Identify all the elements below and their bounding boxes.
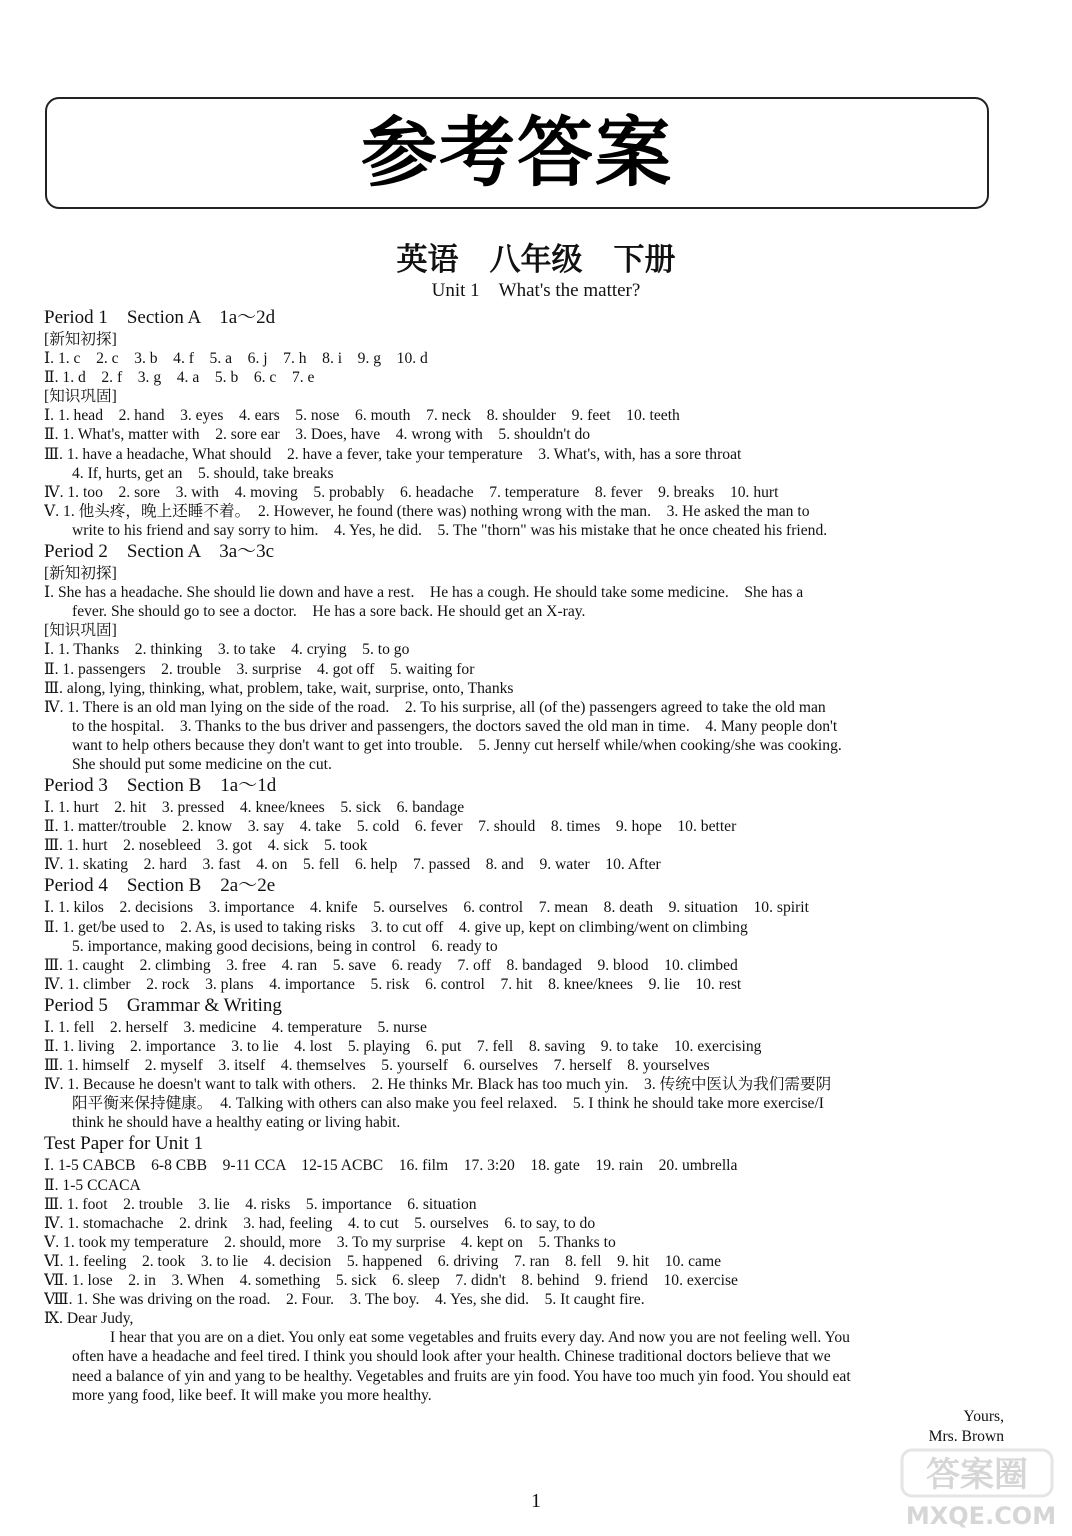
answer-line: Ⅱ. 1-5 CCACA <box>44 1176 141 1194</box>
answer-line: fever. She should go to see a doctor. He has a sore back. He should get an X-ray. <box>72 603 586 621</box>
answer-line: Ⅳ. 1. Because he doesn't want to talk with others. 2. He thinks Mr. Black has too much yin. 3. 传统中医认为我们需要阴 <box>44 1076 832 1094</box>
answer-line: Ⅲ. along, lying, thinking, what, problem, take, wait, surprise, onto, Thanks <box>44 679 514 697</box>
answer-line: to the hospital. 3. Thanks to the bus driver and passengers, the doctors saved the old man in time. 4. Many people don't <box>72 717 838 735</box>
answer-line: often have a headache and feel tired. I think you should look after your health. Chinese traditional doctors believe that we <box>72 1348 831 1366</box>
answer-line: Ⅱ. 1. matter/trouble 2. know 3. say 4. take 5. cold 6. fever 7. should 8. times 9. hope 10. better <box>44 818 737 836</box>
section-heading: Period 3 Section B 1a～1d <box>44 775 277 797</box>
answer-line: Ⅰ. 1. c 2. c 3. b 4. f 5. a 6. j 7. h 8. i 9. g 10. d <box>44 350 428 368</box>
section-tag: [知识巩固] <box>44 388 117 406</box>
answer-line: want to help others because they don't want to get into trouble. 5. Jenny cut herself while/when cooking/she was cooking. <box>72 736 842 754</box>
letter-sign-off <box>880 1407 1004 1447</box>
unit-title: Unit 1 What's the matter? <box>431 280 641 301</box>
answer-line: She should put some medicine on the cut. <box>72 755 332 773</box>
answer-line: Ⅰ. 1-5 CABCB 6-8 CBB 9-11 CCA 12-15 ACBC 16. film 17. 3:20 18. gate 19. rain 20. umbrella <box>44 1157 738 1175</box>
section-heading: Test Paper for Unit 1 <box>44 1133 204 1155</box>
answer-line: Ⅱ. 1. d 2. f 3. g 4. a 5. b 6. c 7. e <box>44 369 315 387</box>
answer-line: Ⅲ. 1. hurt 2. nosebleed 3. got 4. sick 5. took <box>44 837 368 855</box>
answer-line: Ⅰ. 1. hurt 2. hit 3. pressed 4. knee/knees 5. sick 6. bandage <box>44 799 465 817</box>
answer-line: Ⅲ. 1. himself 2. myself 3. itself 4. themselves 5. yourself 6. ourselves 7. herself 8. yourselves <box>44 1057 710 1075</box>
answer-line: Ⅷ. 1. She was driving on the road. 2. Four. 3. The boy. 4. Yes, she did. 5. It caught fire. <box>44 1291 645 1309</box>
answer-line: Ⅲ. 1. have a headache, What should 2. have a fever, take your temperature 3. What's, with, has a sore throat <box>44 445 742 463</box>
answer-line: Ⅸ. Dear Judy, <box>44 1310 134 1328</box>
answer-line: Ⅴ. 1. 他头疼，晚上还睡不着。 2. However, he found (there was) nothing wrong with the man. 3. He asked the man to <box>44 502 810 520</box>
title-box <box>45 97 989 209</box>
section-tag: [新知初探] <box>44 331 117 348</box>
section-tag: [新知初探] <box>44 565 117 583</box>
answer-content <box>44 306 1004 1405</box>
answer-line: more yang food, like beef. It will make you more healthy. <box>72 1386 432 1404</box>
answer-line: Ⅳ. 1. There is an old man lying on the side of the road. 2. To his surprise, all (of the) passengers agreed to take the old man <box>44 698 826 716</box>
answer-line: Ⅳ. 1. climber 2. rock 3. plans 4. importance 5. risk 6. control 7. hit 8. knee/knees 9. lie 10. rest <box>44 975 742 993</box>
answer-line: Ⅵ. 1. feeling 2. took 3. to lie 4. decision 5. happened 6. driving 7. ran 8. fell 9. hit 10. came <box>44 1252 721 1270</box>
answer-line: 4. If, hurts, get an 5. should, take breaks <box>72 464 334 482</box>
answer-line: need a balance of yin and yang to be healthy. Vegetables and fruits are yin food. You have too much yin food. You should eat <box>72 1367 851 1385</box>
answer-line: 阳平衡来保持健康。 4. Talking with others can also make you feel relaxed. 5. I think he should take more exercise/I <box>72 1095 824 1113</box>
answer-line: Ⅶ. 1. lose 2. in 3. When 4. something 5. sick 6. sleep 7. didn't 8. behind 9. friend 10. exercise <box>44 1272 738 1290</box>
watermark-logo <box>896 1446 1066 1532</box>
section-heading: Period 5 Grammar & Writing <box>44 994 282 1016</box>
answer-line: 5. importance, making good decisions, being in control 6. ready to <box>72 937 498 955</box>
page-number: 1 <box>531 1490 541 1512</box>
answer-line: think he should have a healthy eating or living habit. <box>72 1114 401 1132</box>
watermark-logo-text: 答案圈 <box>926 1455 1028 1495</box>
answer-line: Ⅰ. She has a headache. She should lie down and have a rest. He has a cough. He should take some medicine. She has a <box>44 584 804 602</box>
answer-line: Ⅰ. 1. fell 2. herself 3. medicine 4. temperature 5. nurse <box>44 1018 427 1036</box>
closing: Yours, <box>963 1408 1004 1425</box>
subject-heading: 英语 八年级 下册 <box>396 242 676 278</box>
watermark-url: MXQE.COM <box>905 1502 1057 1530</box>
section-heading: Period 1 Section A 1a～2d <box>44 307 276 328</box>
answer-line: Ⅱ. 1. living 2. importance 3. to lie 4. lost 5. playing 6. put 7. fell 8. saving 9. to take 10. exercising <box>44 1038 762 1055</box>
answer-line: Ⅳ. 1. stomachache 2. drink 3. had, feeling 4. to cut 5. ourselves 6. to say, to do <box>44 1214 596 1232</box>
answer-line: Ⅱ. 1. get/be used to 2. As, is used to taking risks 3. to cut off 4. give up, kept on climbing/went on climbing <box>44 918 748 936</box>
answer-line: Ⅴ. 1. took my temperature 2. should, more 3. To my surprise 4. kept on 5. Thanks to <box>44 1233 616 1251</box>
answer-line: Ⅱ. 1. What's, matter with 2. sore ear 3. Does, have 4. wrong with 5. shouldn't do <box>44 426 591 444</box>
answer-line: Ⅳ. 1. too 2. sore 3. with 4. moving 5. probably 6. headache 7. temperature 8. fever 9. breaks 10. hurt <box>44 483 779 501</box>
answer-line: Ⅲ. 1. caught 2. climbing 3. free 4. ran 5. save 6. ready 7. off 8. bandaged 9. blood 10. climbed <box>44 956 738 974</box>
answer-line: Ⅳ. 1. skating 2. hard 3. fast 4. on 5. fell 6. help 7. passed 8. and 9. water 10. After <box>44 856 661 874</box>
answer-line: write to his friend and say sorry to him. 4. Yes, he did. 5. The "thorn" was his mistake that he once cheated his friend. <box>72 521 828 539</box>
answer-line: Ⅰ. 1. kilos 2. decisions 3. importance 4. knife 5. ourselves 6. control 7. mean 8. death 9. situation 10. spirit <box>44 899 809 917</box>
answer-line: Ⅱ. 1. passengers 2. trouble 3. surprise 4. got off 5. waiting for <box>44 660 475 678</box>
page-title: 参考答案 <box>361 108 673 197</box>
signature-name: Mrs. Brown <box>928 1428 1004 1445</box>
answer-line: I hear that you are on a diet. You only eat some vegetables and fruits every day. And now you are not feeling well. You <box>110 1329 850 1347</box>
answer-line: Ⅰ. 1. head 2. hand 3. eyes 4. ears 5. nose 6. mouth 7. neck 8. shoulder 9. feet 10. teeth <box>44 407 680 425</box>
section-heading: Period 2 Section A 3a～3c <box>44 541 275 563</box>
section-tag: [知识巩固] <box>44 622 117 640</box>
section-heading: Period 4 Section B 2a～2e <box>44 875 276 897</box>
answer-line: Ⅰ. 1. Thanks 2. thinking 3. to take 4. crying 5. to go <box>44 641 410 659</box>
answer-line: Ⅲ. 1. foot 2. trouble 3. lie 4. risks 5. importance 6. situation <box>44 1195 477 1213</box>
